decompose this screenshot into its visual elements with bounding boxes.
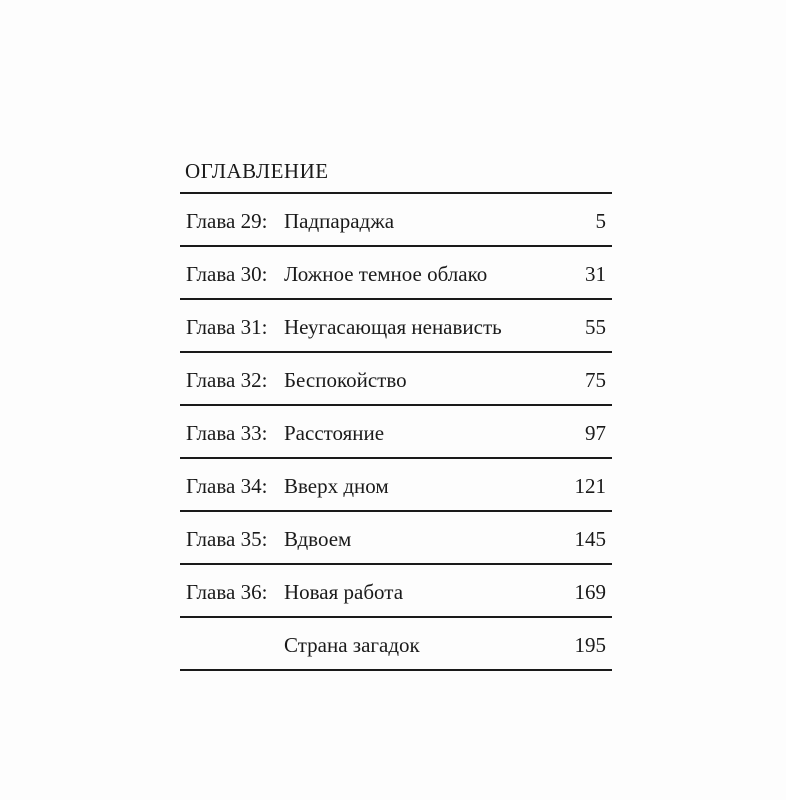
toc-entry [180, 618, 612, 671]
chapter-number: Глава 29: [186, 209, 268, 233]
toc-entry [180, 512, 612, 565]
chapter-title: Расстояние [284, 421, 385, 445]
chapter-title: Беспокойство [284, 368, 407, 392]
page-number: 169 [574, 580, 606, 604]
toc-entry [180, 565, 612, 618]
chapter-number: Глава 33: [186, 421, 268, 445]
chapter-title: Ложное темное облако [284, 262, 488, 286]
chapter-number: Глава 36: [186, 580, 268, 604]
chapter-number: Глава 30: [186, 262, 268, 286]
toc-entry [180, 300, 612, 353]
page-number: 55 [585, 315, 606, 339]
table-of-contents [180, 150, 612, 671]
page-number: 121 [574, 474, 606, 498]
chapter-number: Глава 32: [186, 368, 268, 392]
page-number: 75 [585, 368, 606, 392]
chapter-title: Вдвоем [284, 527, 352, 551]
toc-heading: ОГЛАВЛЕНИЕ [180, 150, 612, 194]
page-number: 145 [574, 527, 606, 551]
page-number: 31 [585, 262, 606, 286]
toc-entry [180, 459, 612, 512]
chapter-title: Вверх дном [284, 474, 389, 498]
chapter-title: Падпараджа [284, 209, 395, 233]
chapter-title: Новая работа [284, 580, 404, 604]
toc-entry [180, 194, 612, 247]
page-number: 195 [574, 633, 606, 657]
toc-entry [180, 353, 612, 406]
chapter-title: Страна загадок [284, 633, 420, 657]
chapter-title: Неугасающая ненависть [284, 315, 502, 339]
chapter-number: Глава 34: [186, 474, 268, 498]
page-number: 97 [585, 421, 606, 445]
page-number: 5 [595, 209, 606, 233]
chapter-number: Глава 31: [186, 315, 268, 339]
chapter-number: Глава 35: [186, 527, 268, 551]
toc-entry [180, 406, 612, 459]
toc-entry [180, 247, 612, 300]
